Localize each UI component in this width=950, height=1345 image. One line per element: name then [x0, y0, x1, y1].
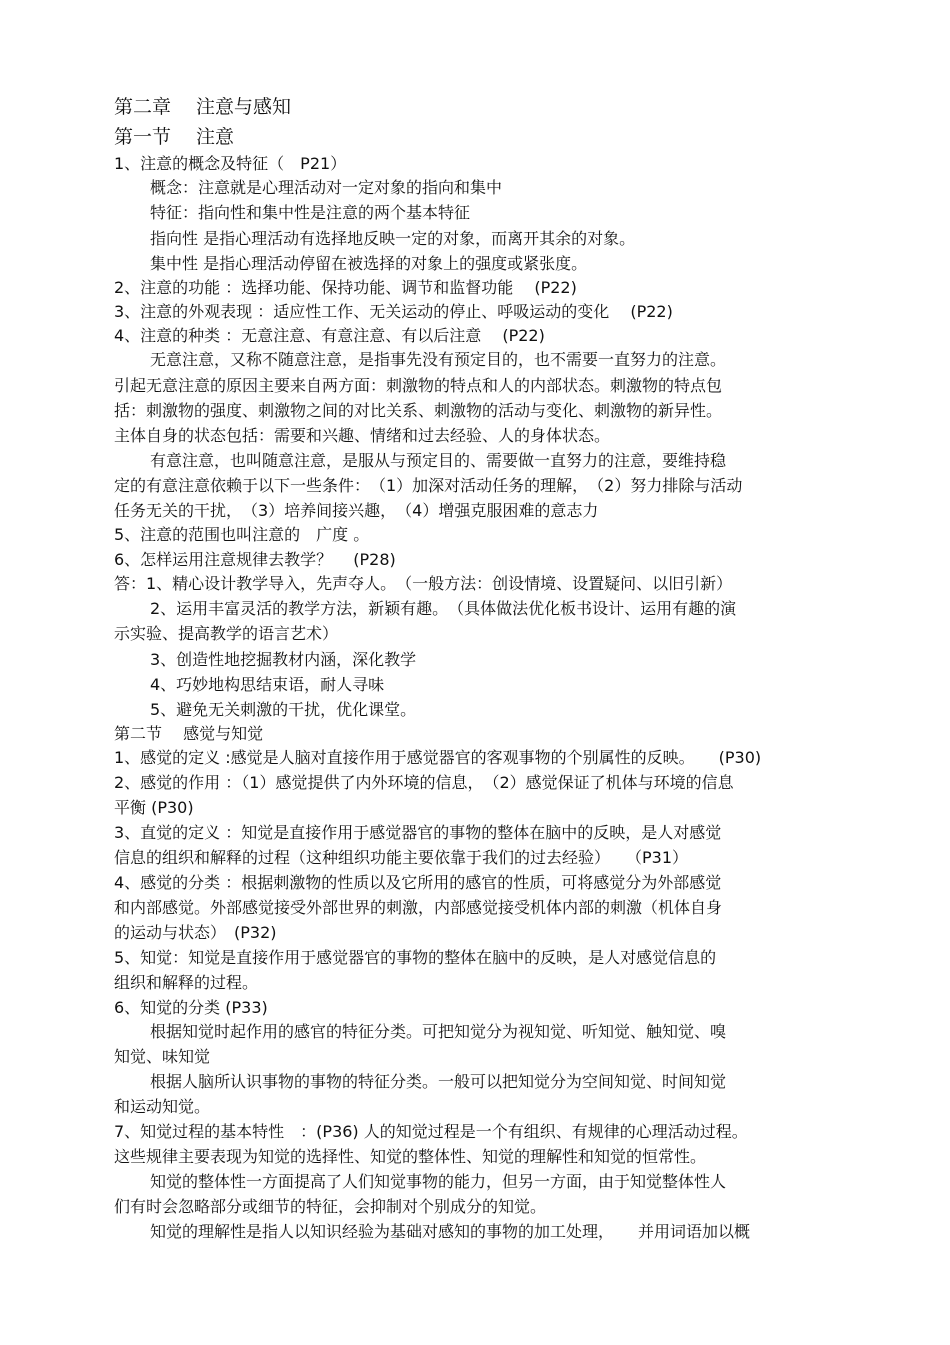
paragraph-line: 知觉的整体性一方面提高了人们知觉事物的能力，但另一方面，由于知觉整体性人: [150, 1172, 727, 1191]
paragraph-line: 有意注意，也叫随意注意，是服从与预定目的、需要做一直努力的注意，要维持稳: [150, 451, 727, 470]
paragraph-line: 和内部感觉。外部感觉接受外部世界的刺激，内部感觉接受机体内部的刺激（机体自身: [114, 898, 723, 917]
paragraph-line: 根据人脑所认识事物的事物的特征分类。一般可以把知觉分为空间知觉、时间知觉: [150, 1072, 727, 1091]
answer-line: 答：1、精心设计教学导入，先声夺人。 （一般方法：创设情境、设置疑问、以旧引新）: [114, 574, 733, 593]
paragraph-line: 无意注意，又称不随意注意，是指事先没有预定目的，也不需要一直努力的注意。: [150, 350, 727, 369]
item-heading: 3、直觉的定义 ：知觉是直接作用于感觉器官的事物的整体在脑中的反映，是人对感觉: [114, 823, 722, 842]
paragraph-line: 概念：注意就是心理活动对一定对象的指向和集中: [150, 178, 503, 197]
paragraph-line: 知觉的理解性是指人以知识经验为基础对感知的事物的加工处理， 并用词语加以概: [150, 1222, 751, 1241]
paragraph-line: 平衡 (P30): [114, 798, 194, 817]
answer-line: 3、创造性地挖掘教材内涵，深化教学: [150, 650, 417, 669]
paragraph-line: 集中性 是指心理活动停留在被选择的对象上的强度或紧张度。: [150, 254, 588, 273]
paragraph-line: 引起无意注意的原因主要来自两方面：刺激物的特点和人的内部状态。刺激物的特点包: [114, 376, 723, 395]
paragraph-line: 们有时会忽略部分或细节的特征，会抑制对个别成分的知觉。: [114, 1197, 547, 1216]
paragraph-line: 主体自身的状态包括：需要和兴趣、情绪和过去经验、人的身体状态。: [114, 426, 611, 445]
paragraph-line: 组织和解释的过程。: [114, 973, 259, 992]
section-title: 第二节 感觉与知觉: [114, 724, 264, 743]
paragraph-line: 括：刺激物的强度、刺激物之间的对比关系、刺激物的活动与变化、刺激物的新异性。: [114, 401, 723, 420]
answer-line: 4、巧妙地构思结束语，耐人寻味: [150, 675, 385, 694]
paragraph-line: 指向性 是指心理活动有选择地反映一定的对象，而离开其余的对象。: [150, 229, 636, 248]
paragraph-line: 知觉、味知觉: [114, 1047, 211, 1066]
item-heading: 3、注意的外观表现 ：适应性工作、无关运动的停止、呼吸运动的变化 (P22): [114, 302, 673, 321]
section-title: 第一节 注意: [114, 126, 235, 148]
item-heading: 1、感觉的定义 :感觉是人脑对直接作用于感觉器官的客观事物的个别属性的反映。 (P30): [114, 748, 762, 767]
paragraph-line: 和运动知觉。: [114, 1097, 211, 1116]
item-heading: 6、知觉的分类 (P33): [114, 998, 268, 1017]
item-heading: 6、怎样运用注意规律去教学？ (P28): [114, 550, 396, 569]
chapter-title: 第二章 注意与感知: [114, 96, 292, 118]
paragraph-line: 的运动与状态） (P32): [114, 923, 277, 942]
paragraph-line: 这些规律主要表现为知觉的选择性、知觉的整体性、知觉的理解性和知觉的恒常性。: [114, 1147, 707, 1166]
item-heading: 4、感觉的分类 ：根据刺激物的性质以及它所用的感官的性质，可将感觉分为外部感觉: [114, 873, 722, 892]
item-heading: 5、知觉：知觉是直接作用于感觉器官的事物的整体在脑中的反映，是人对感觉信息的: [114, 948, 717, 967]
item-heading: 1、注意的概念及特征（ P21）: [114, 154, 347, 173]
paragraph-line: 特征：指向性和集中性是注意的两个基本特征: [150, 203, 471, 222]
item-heading: 2、注意的功能 ：选择功能、保持功能、调节和监督功能 (P22): [114, 278, 577, 297]
item-heading: 2、感觉的作用 ：（1）感觉提供了内外环境的信息， （2）感觉保证了机体与环境的信息: [114, 773, 734, 792]
item-heading: 7、知觉过程的基本特性 ：(P36) 人的知觉过程是一个有组织、有规律的心理活动过程。: [114, 1122, 748, 1141]
item-heading: 4、注意的种类 ：无意注意、有意注意、有以后注意 (P22): [114, 326, 545, 345]
item-heading: 5、注意的范围也叫注意的 广度 。: [114, 525, 370, 544]
paragraph-line: 定的有意注意依赖于以下一些条件： （1）加深对活动任务的理解， （2）努力排除与活动: [114, 476, 743, 495]
answer-line: 5、避免无关刺激的干扰，优化课堂。: [150, 700, 417, 719]
paragraph-line: 任务无关的干扰， （3）培养间接兴趣， （4）增强克服困难的意志力: [114, 501, 599, 520]
answer-line: 2、运用丰富灵活的教学方法，新颖有趣。 （具体做法优化板书设计、运用有趣的演: [150, 599, 737, 618]
answer-line: 示实验、提高教学的语言艺术）: [114, 624, 339, 643]
paragraph-line: 根据知觉时起作用的感官的特征分类。可把知觉分为视知觉、听知觉、触知觉、嗅: [150, 1022, 727, 1041]
paragraph-line: 信息的组织和解释的过程（这种组织功能主要依靠于我们的过去经验） （P31）: [114, 848, 689, 867]
